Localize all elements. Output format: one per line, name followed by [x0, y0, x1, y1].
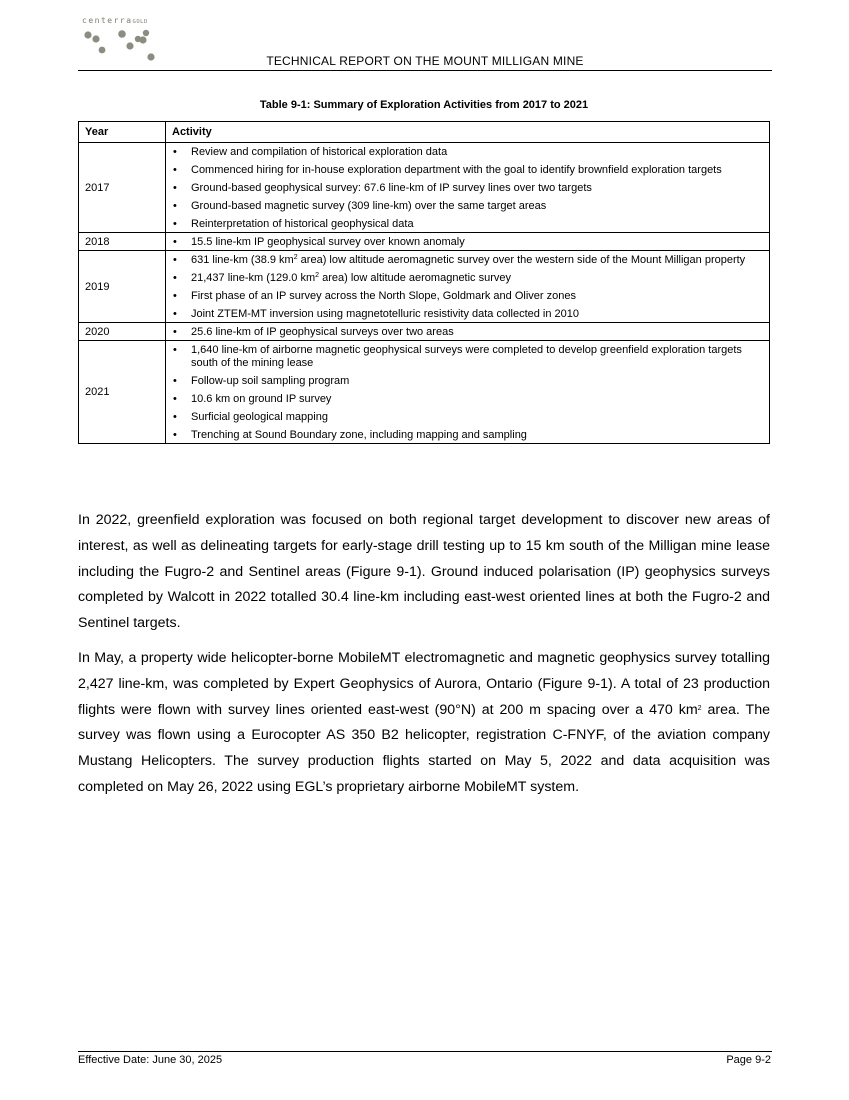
activity-list-item — [172, 272, 763, 285]
table-body — [79, 143, 770, 444]
activity-list — [172, 326, 763, 339]
activity-text: area) low altitude aeromagnetic survey over the western side of the Mount Milligan property — [297, 254, 746, 266]
activity-list — [172, 254, 763, 321]
activity-cell — [166, 323, 770, 341]
activity-list-item: • Reinterpretation of historical geophysical data — [172, 218, 763, 231]
activity-list — [172, 146, 763, 231]
activity-list-item: • Trenching at Sound Boundary zone, including mapping and sampling — [172, 429, 763, 442]
column-header-activity: Activity — [166, 122, 770, 143]
footer-divider — [78, 1051, 772, 1052]
activity-list-item: • 25.6 line-km of IP geophysical surveys over two areas — [172, 326, 763, 339]
paragraph-text: In May, a property wide helicopter-borne MobileMT electromagnetic and magnetic geophysics survey totalling 2,427 line-km, was completed by Expert Geophysics of Aurora, Ontario (Figure 9-1). A total of 23 production flights were flown with survey lines oriented east-west (90°N) at 200 m spacing over a 470 km — [78, 650, 770, 718]
year-cell: 2017 — [79, 143, 166, 233]
activity-list-item: • 1,640 line-km of airborne magnetic geophysical surveys were completed to develop greenfield exploration targets south of the mining lease — [172, 344, 763, 370]
table-caption: Table 9-1: Summary of Exploration Activities from 2017 to 2021 — [259, 99, 589, 111]
year-cell: 2018 — [79, 233, 166, 251]
activity-cell — [166, 341, 770, 444]
superscript: 2 — [697, 704, 702, 712]
paragraph-mobilemt-survey — [78, 646, 770, 801]
activity-list-item: • Ground-based magnetic survey (309 line-km) over the same target areas — [172, 200, 763, 213]
activity-cell — [166, 251, 770, 323]
paragraph-text: area. The survey was flown using a Eurocopter AS 350 B2 helicopter, registration C-FNYF, of the aviation company Mustang Helicopters. The survey production flights started on May 5, 2022 and data acquisition was completed on May 26, 2022 using EGL’s proprietary airborne MobileMT system. — [78, 701, 770, 795]
table-row — [79, 233, 770, 251]
table-row — [79, 341, 770, 444]
activity-list-item: • Follow-up soil sampling program — [172, 375, 763, 388]
activity-list-item: • Review and compilation of historical exploration data — [172, 146, 763, 159]
activity-text: area) low altitude aeromagnetic survey — [319, 272, 512, 284]
activity-text: 631 line-km (38.9 km — [191, 254, 294, 266]
year-cell: 2021 — [79, 341, 166, 444]
effective-date: Effective Date: June 30, 2025 — [78, 1054, 223, 1066]
activity-list-item — [172, 254, 763, 267]
paragraph-greenfield-2022: In 2022, greenfield exploration was focused on both regional target development to discover new areas of interest, as well as delineating targets for early-stage drill testing up to 15 km south of the Milligan mine lease including the Fugro-2 and Sentinel areas (Figure 9-1). Ground induced polarisation (IP) geophysics surveys completed by Walcott in 2022 totalled 30.4 line-km including east-west oriented lines at both the Fugro-2 and Sentinel targets. — [78, 512, 770, 632]
table-header-row — [79, 122, 770, 143]
superscript: 2 — [315, 272, 320, 279]
logo-wordmark: centerraGOLD — [82, 16, 148, 25]
year-cell: 2020 — [79, 323, 166, 341]
activity-list-item: • 15.5 line-km IP geophysical survey over known anomaly — [172, 236, 763, 249]
activity-list-item: • Commenced hiring for in-house exploration department with the goal to identify brownfield exploration targets — [172, 164, 763, 177]
header-divider — [78, 70, 772, 71]
activity-list-item: • 10.6 km on ground IP survey — [172, 393, 763, 406]
report-header-title: TECHNICAL REPORT ON THE MOUNT MILLIGAN MINE — [266, 54, 584, 68]
activity-list — [172, 236, 763, 249]
activity-list — [172, 344, 763, 442]
activity-cell — [166, 143, 770, 233]
activity-cell — [166, 233, 770, 251]
year-cell: 2019 — [79, 251, 166, 323]
column-header-year: Year — [79, 122, 166, 143]
superscript: 2 — [293, 254, 298, 261]
activity-list-item: • Joint ZTEM-MT inversion using magnetotelluric resistivity data collected in 2010 — [172, 308, 763, 321]
table-row — [79, 143, 770, 233]
table-row — [79, 323, 770, 341]
page-number: Page 9-2 — [726, 1054, 771, 1066]
activity-list-item: • Surficial geological mapping — [172, 411, 763, 424]
activity-text: 21,437 line-km (129.0 km — [191, 272, 316, 284]
exploration-activities-table — [78, 121, 770, 444]
activity-list-item: • Ground-based geophysical survey: 67.6 line-km of IP survey lines over two targets — [172, 182, 763, 195]
table-row — [79, 251, 770, 323]
activity-list-item: • First phase of an IP survey across the North Slope, Goldmark and Oliver zones — [172, 290, 763, 303]
